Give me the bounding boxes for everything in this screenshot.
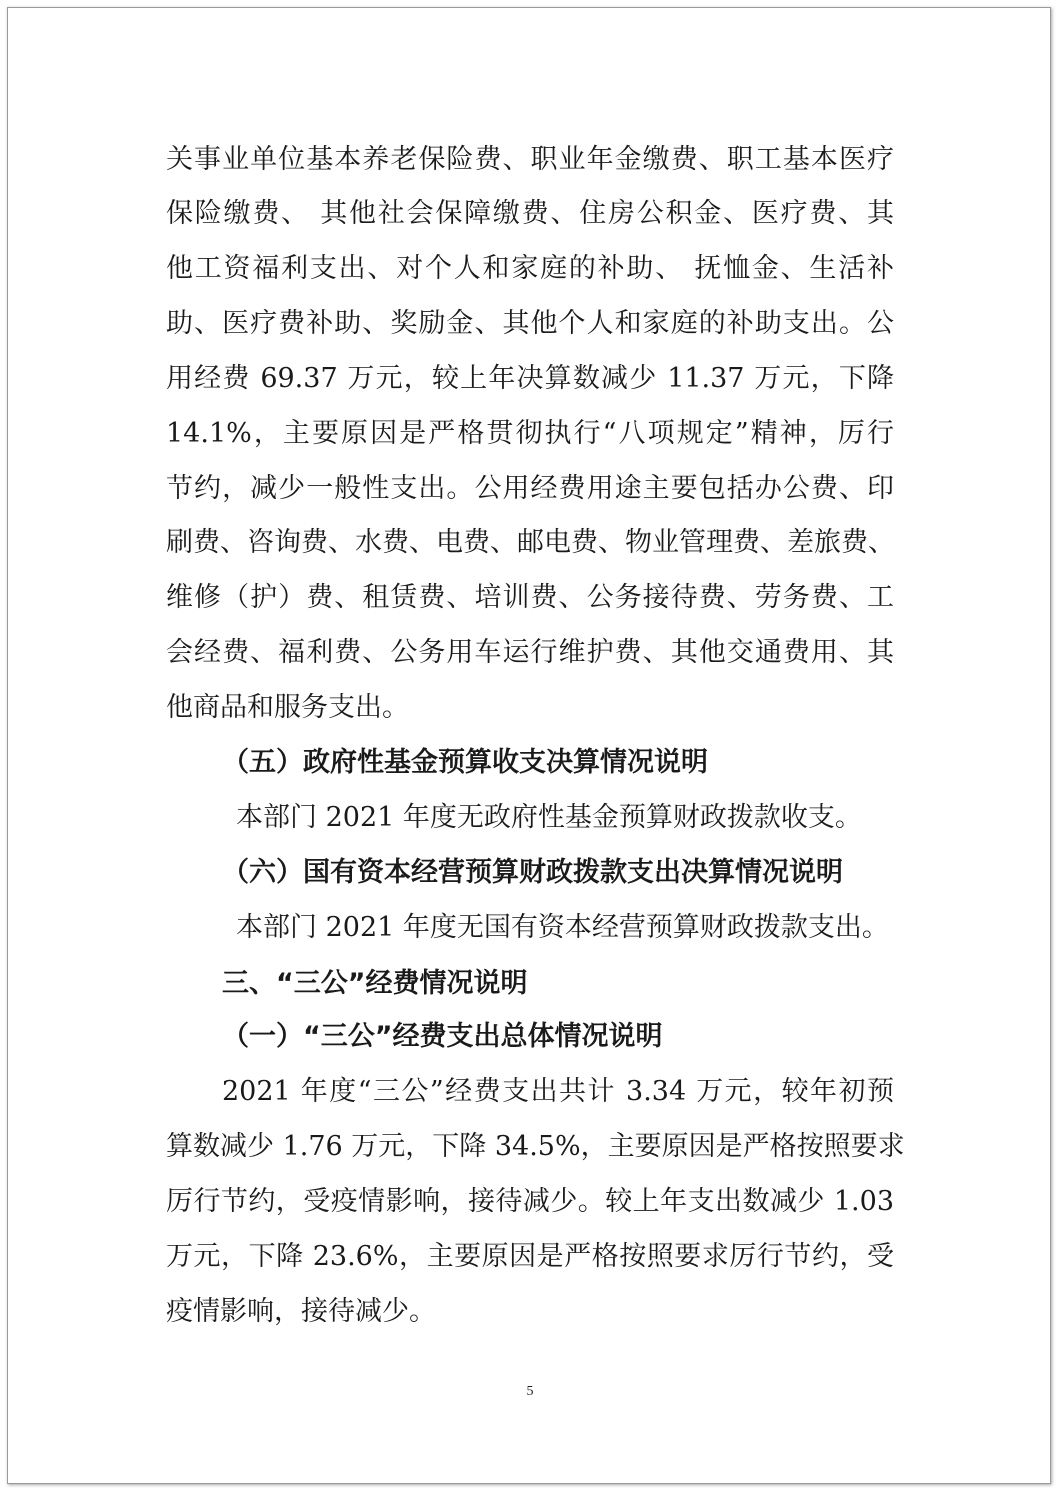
paragraph-line: 2021 年度“三公”经费支出共计 3.34 万元，较年初预	[222, 1076, 894, 1107]
paragraph-line: 用经费 69.37 万元，较上年决算数减少 11.37 万元，下降	[166, 363, 894, 394]
paragraph-line: 疫情影响，接待减少。	[166, 1296, 436, 1327]
section-body-5: 本部门 2021 年度无政府性基金预算财政拨款收支。	[236, 802, 862, 833]
paragraph-line: 维修（护）费、租赁费、培训费、公务接待费、劳务费、工	[166, 582, 894, 613]
paragraph-line: 节约，减少一般性支出。公用经费用途主要包括办公费、印	[166, 473, 894, 504]
paragraph-line: 助、医疗费补助、奖励金、其他个人和家庭的补助支出。公	[166, 308, 894, 339]
part-heading-3: 三、“三公”经费情况说明	[222, 968, 528, 999]
paragraph-line: 关事业单位基本养老保险费、职业年金缴费、职工基本医疗	[166, 144, 894, 175]
page-number: 5	[526, 1384, 534, 1399]
paragraph-line: 14.1%，主要原因是严格贯彻执行“八项规定”精神，厉行	[166, 418, 894, 449]
paragraph-line: 保险缴费、 其他社会保障缴费、住房公积金、医疗费、其	[166, 198, 894, 229]
section-body-6: 本部门 2021 年度无国有资本经营预算财政拨款支出。	[236, 912, 889, 943]
paragraph-line: 算数减少 1.76 万元，下降 34.5%，主要原因是严格按照要求	[166, 1131, 905, 1162]
paragraph-line: 刷费、咨询费、水费、电费、邮电费、物业管理费、差旅费、	[166, 527, 895, 558]
paragraph-line: 厉行节约，受疫情影响，接待减少。较上年支出数减少 1.03	[166, 1186, 894, 1217]
paragraph-line: 他工资福利支出、对个人和家庭的补助、 抚恤金、生活补	[166, 253, 894, 284]
section-heading-6: （六）国有资本经营预算财政拨款支出决算情况说明	[222, 857, 843, 888]
subsection-heading-1: （一）“三公”经费支出总体情况说明	[222, 1021, 663, 1052]
paragraph-line: 他商品和服务支出。	[166, 692, 409, 723]
paragraph-line: 万元，下降 23.6%，主要原因是严格按照要求厉行节约，受	[166, 1241, 894, 1272]
paragraph-line: 会经费、福利费、公务用车运行维护费、其他交通费用、其	[166, 637, 894, 668]
section-heading-5: （五）政府性基金预算收支决算情况说明	[222, 747, 708, 778]
